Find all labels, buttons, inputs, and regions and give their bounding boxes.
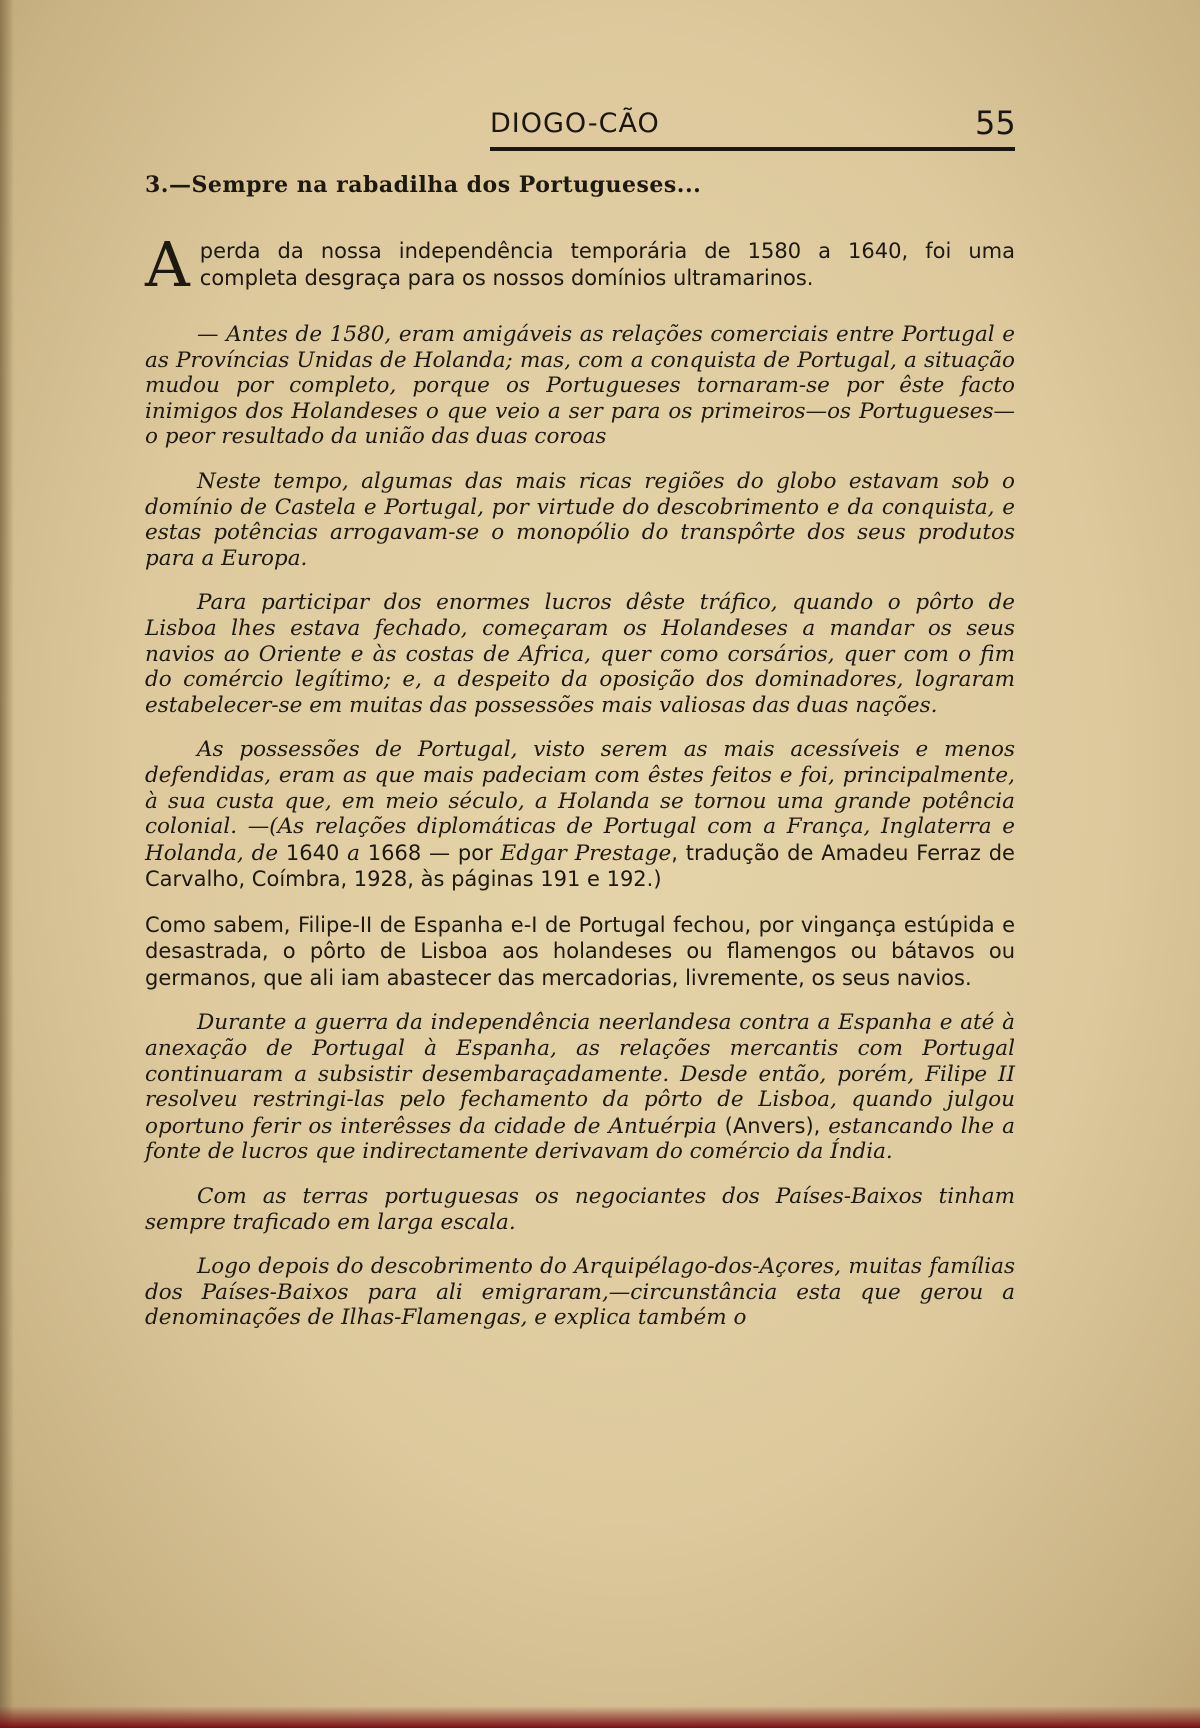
page-left-shadow <box>0 0 14 1728</box>
paragraph-5-author: Edgar Prestage <box>500 840 672 866</box>
paragraph-5 <box>145 737 1015 893</box>
header-rule <box>490 147 1015 151</box>
paragraph-2: — Antes de 1580, eram amigáveis as relações comerciais entre Portugal e as Províncias Unidas de Holanda; mas, com a conquista de Portugal, a situação mudou por completo, porque os Portugueses tornaram-se por êste facto inimigos dos Holandeses o que veio a ser para os primeiros—os Portugueses— o peor resultado da união das duas coroas <box>145 322 1015 450</box>
paragraph-5-citation: , tradução de Amadeu Ferraz de Carvalho, Coímbra, 1928, às páginas 191 e 192.) <box>145 840 1015 892</box>
paragraph-6: Como sabem, Filipe-II de Espanha e-I de Portugal fechou, por vingança estúpida e desastrada, o pôrto de Lisboa aos holandeses ou flamengos ou bátavos ou germanos, que ali iam abastecer das mercadorias, livremente, os seus navios. <box>145 912 1015 990</box>
paragraph-4: Para participar dos enormes lucros dêste tráfico, quando o pôrto de Lisboa lhes estava fechado, começaram os Holandeses a mandar os seus navios ao Oriente e às costas de Africa, quer como corsários, quer com o fim do comércio legítimo; e, a despeito da oposição dos dominadores, lograram estabelecer-se em muitas das possessões mais valiosas das duas nações. <box>145 590 1015 718</box>
page-body <box>145 172 1015 1350</box>
paragraph-8: Com as terras portuguesas os negociantes dos Países-Baixos tinham sempre traficado em larga escala. <box>145 1183 1015 1235</box>
paragraph-9: Logo depois do descobrimento do Arquipélago-dos-Açores, muitas famílias dos Países-Baixos para ali emigraram,—circunstância esta que gerou a denominações de Ilhas-Flamengas, e explica também o <box>145 1254 1015 1331</box>
paragraph-5-year-1: 1640 <box>278 840 348 865</box>
paragraph-5-italic: As possessões de Portugal, visto serem as mais acessíveis e menos defendidas, eram as que mais padeciam com êstes feitos e foi, principalmente, à sua custa que, em meio século, a Holanda se tornou uma grande potência colonial. —(As relações diplomáticas de Portugal com a França, Inglaterra e Holanda, de <box>145 737 1015 866</box>
paragraph-7 <box>145 1010 1015 1165</box>
paragraph-1-text: perda da nossa independência temporária de 1580 a 1640, foi uma completa desgraça para os nossos domínios ultramarinos. <box>199 239 1015 290</box>
paragraph-7-anvers: (Anvers), <box>716 1113 829 1138</box>
paragraph-7-italic-end: estancando lhe a fonte de lucros que indirectamente derivavam do comércio da Índia. <box>145 1113 1016 1165</box>
paragraph-7-italic: Durante a guerra da independência neerlandesa contra a Espanha e até à anexação de Portugal à Espanha, as relações mercantis com Portugal continuaram a subsistir desembaraçadamente. Desde então, porém, Filipe II resolveu restringi-las pelo fechamento da pôrto de Lisboa, quando julgou oportuno ferir os interêsses da cidade de Antuérpia <box>145 1010 1015 1139</box>
drop-cap: A <box>145 228 190 301</box>
paragraph-5-italic-a: a <box>347 840 360 866</box>
paragraph-1 <box>145 228 1015 301</box>
paragraph-3: Neste tempo, algumas das mais ricas regiões do globo estavam sob o domínio de Castela e Portugal, por virtude do descobrimento e da conquista, e estas potências arrogavam-se o monopólio do transpôrte dos seus produtos para a Europa. <box>145 468 1015 571</box>
page-number: 55 <box>975 104 1016 142</box>
running-title: DIOGO-CÃO <box>490 108 660 139</box>
page-bottom-binding <box>0 1706 1200 1728</box>
paragraph-5-year-2: 1668 — por <box>360 840 501 865</box>
section-heading: 3.—Sempre na rabadilha dos Portugueses... <box>145 172 702 198</box>
